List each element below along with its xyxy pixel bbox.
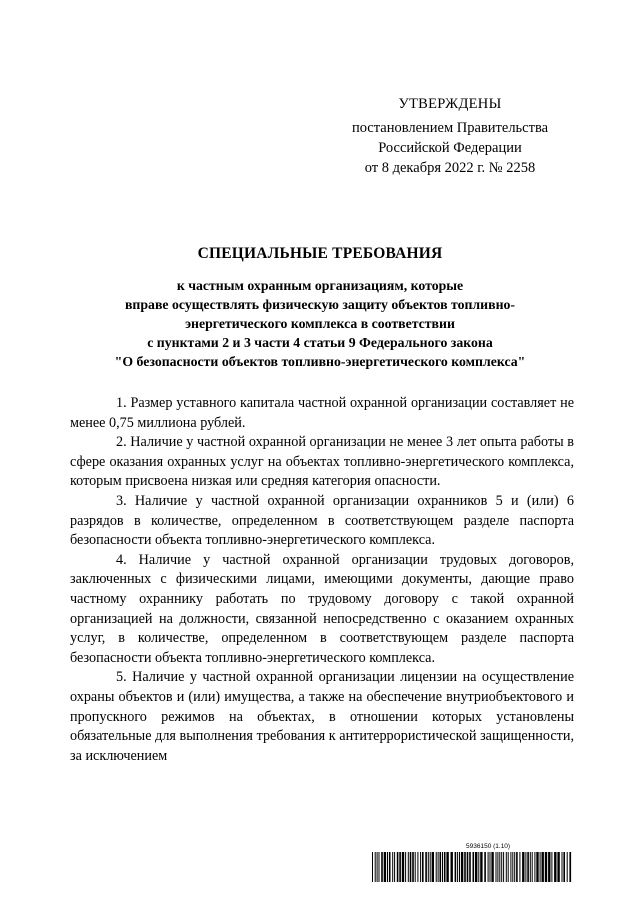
approval-line-3: от 8 декабря 2022 г. № 2258	[364, 160, 536, 176]
subtitle-line-3: энергетического комплекса в соответствии	[185, 316, 455, 331]
paragraph-3: 3. Наличие у частной охранной организации охранников 5 и (или) 6 разрядов в количестве, определенном в соответствующем разделе паспорта безопасности объекта топливно-энергетического комплекса.	[70, 492, 574, 549]
barcode-block	[372, 843, 572, 893]
approval-line-1: постановлением Правительства	[351, 120, 549, 136]
paragraph-5: 5. Наличие у частной охранной организации лицензии на осуществление охраны объектов и (или) имущества, а также на обеспечение внутриобъектового и пропускного режимов на объектах, в отношении которых установлены обязательные для выполнения требования к антитеррористической защищенности, за исключением	[70, 669, 574, 764]
document-title: СПЕЦИАЛЬНЫЕ ТРЕБОВАНИЯ	[197, 245, 443, 262]
paragraph-1: 1. Размер уставного капитала частной охранной организации составляет не менее 0,75 миллиона рублей.	[70, 395, 574, 431]
subtitle-line-5: "О безопасности объектов топливно-энергетического комплекса"	[114, 354, 526, 369]
approval-stamp-block	[330, 94, 570, 178]
approval-line-2: Российской Федерации	[378, 140, 522, 156]
subtitle-line-1: к частным охранным организациям, которые	[176, 278, 464, 293]
subtitle-line-2: вправе осуществлять физическую защиту объектов топливно-	[124, 297, 516, 312]
paragraph-2: 2. Наличие у частной охранной организации не менее 3 лет опыта работы в сфере оказания охранных услуг на объектах топливно-энергетического комплекса, которым присвоена низкая или средняя категория опасности.	[70, 434, 574, 490]
barcode-id: 5936150 (1.10)	[466, 843, 511, 850]
document-title-block	[70, 244, 570, 371]
barcode-icon	[372, 852, 572, 882]
paragraph-4: 4. Наличие у частной охранной организации трудовых договоров, заключенных с физическими лицами, имеющими документы, дающие право частному охраннику работать по трудовому договору с такой охранной организацией на должности, связанной непосредственно с оказанием охранных услуг, в количестве, определенном в соответствующем разделе паспорта безопасности объекта топливно-энергетического комплекса.	[70, 551, 574, 666]
document-body	[70, 394, 574, 766]
subtitle-line-4: с пунктами 2 и 3 части 4 статьи 9 Федерального закона	[147, 335, 493, 350]
approval-stamp: УТВЕРЖДЕНЫ	[398, 96, 502, 112]
